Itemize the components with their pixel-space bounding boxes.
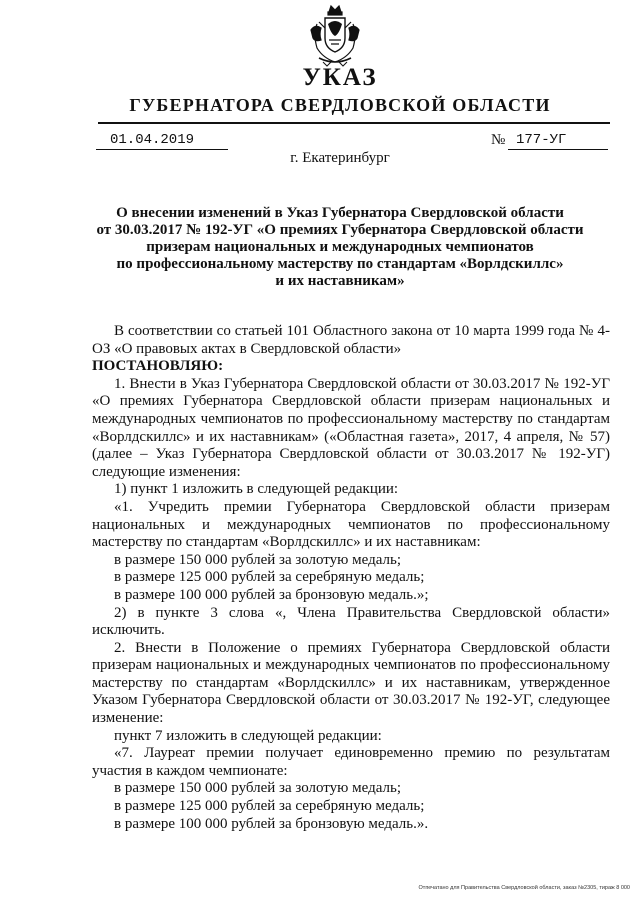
heading-line: О внесении изменений в Указ Губернатора Свердловской области <box>116 205 564 221</box>
paragraph-2-intro: пункт 7 изложить в следующей редакции: <box>114 727 382 744</box>
award-silver: в размере 125 000 рублей за серебряную медаль; <box>114 569 425 586</box>
paragraph-2-quote: «7. Лауреат премии получает единовременно премию по результатам участия в каждом чемпионате: <box>92 745 610 779</box>
subparagraph-1-1: 1) пункт 1 изложить в следующей редакции: <box>114 481 399 498</box>
award-gold: в размере 150 000 рублей за золотую медаль; <box>114 551 401 568</box>
heading-line: призерам национальных и международных чемпионатов <box>146 239 534 255</box>
award-silver-2: в размере 125 000 рублей за серебряную медаль; <box>114 798 425 815</box>
document-heading <box>90 205 590 290</box>
number-label: № <box>491 132 506 148</box>
preamble: В соответствии со статьей 101 Областного закона от 10 марта 1999 года № 4-ОЗ «О правовых актах в Свердловской области» <box>92 323 610 357</box>
decree-word: ПОСТАНОВЛЯЮ: <box>92 358 224 375</box>
document-date: 01.04.2019 <box>110 132 195 148</box>
document-body <box>92 323 610 833</box>
heading-line: по профессиональному мастерству по стандартам «Ворлдскиллс» <box>116 256 564 272</box>
document-city: г. Екатеринбург <box>290 150 390 166</box>
document-number: 177-УГ <box>516 132 567 148</box>
award-gold-2: в размере 150 000 рублей за золотую медаль; <box>114 780 401 797</box>
header-rule <box>98 122 610 124</box>
paragraph-1: 1. Внести в Указ Губернатора Свердловской области от 30.03.2017 № 192-УГ «О премиях Губернатора Свердловской области призерам национальных и международных чемпионатов по профессиональному мастерству по стандартам «Ворлдскиллс» и их наставникам» («Областная газета», 2017, 4 апреля, № 57) (далее – Указ Губернатора Свердловской области от 30.03.2017 № 192-УГ) следующие изменения: <box>92 375 610 480</box>
document-subtitle: ГУБЕРНАТОРА СВЕРДЛОВСКОЙ ОБЛАСТИ <box>129 95 551 115</box>
subparagraph-1-1-quote: «1. Учредить премии Губернатора Свердловской области призерам национальных и международных чемпионатов по профессиональному мастерству по стандартам «Ворлдскиллс» и их наставникам: <box>92 498 610 551</box>
paragraph-2: 2. Внести в Положение о премиях Губернатора Свердловской области призерам национальных и международных чемпионатов по профессиональному мастерству по стандартам «Ворлдскиллс» и их наставникам, утвержденное Указом Губернатора Свердловской области от 30.03.2017 № 192-УГ, следующее изменение: <box>92 639 610 727</box>
document-title: УКАЗ <box>302 64 378 91</box>
award-bronze: в размере 100 000 рублей за бронзовую медаль.»; <box>114 586 429 603</box>
award-bronze-2: в размере 100 000 рублей за бронзовую медаль.». <box>114 815 429 832</box>
subparagraph-1-2: 2) в пункте 3 слова «, Члена Правительства Свердловской области» исключить. <box>92 604 610 639</box>
heading-line: от 30.03.2017 № 192-УГ «О премиях Губернатора Свердловской области <box>96 222 584 238</box>
heading-line: и их наставникам» <box>275 273 405 289</box>
print-note: Отпечатано для Правительства Свердловской области, заказ №2305, тираж 8 000 <box>418 885 630 891</box>
coat-of-arms-icon <box>305 4 365 68</box>
